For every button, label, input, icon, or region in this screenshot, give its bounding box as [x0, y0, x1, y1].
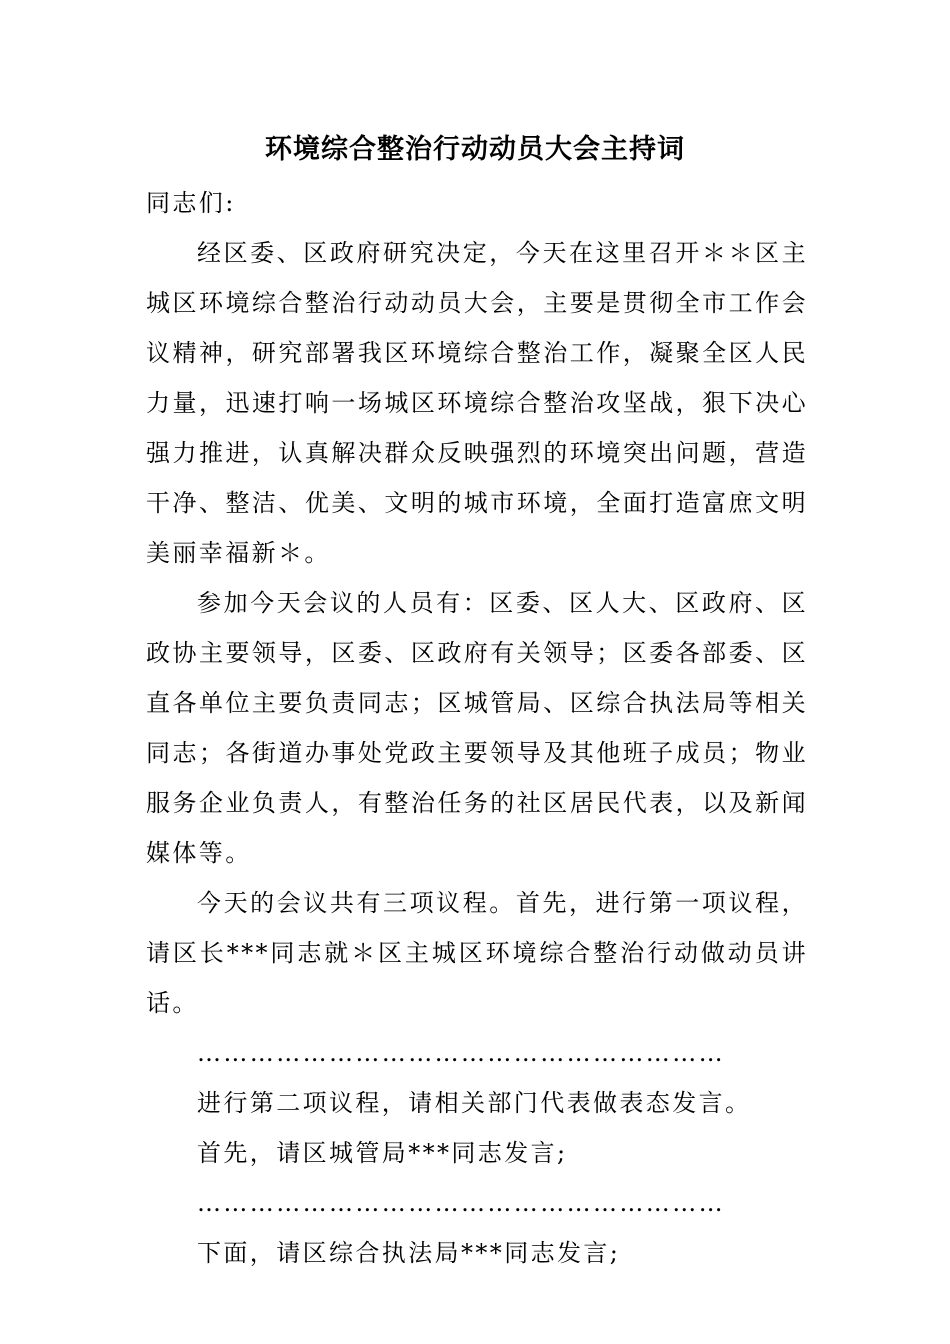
- paragraph-agenda-2: 进行第二项议程，请相关部门代表做表态发言。: [197, 1089, 752, 1117]
- paragraph-agenda-1: 今天的会议共有三项议程。首先，进行第一项议程，请区长***同志就＊区主城区环境综合整治行动做动员讲话。: [146, 889, 808, 1017]
- paragraph-speaker-2: 下面，请区综合执法局***同志发言;: [197, 1239, 621, 1267]
- paragraph-speaker-1: 首先，请区城管局***同志发言;: [197, 1139, 568, 1167]
- document-title: 环境综合整治行动动员大会主持词: [265, 134, 685, 165]
- paragraph-opening: 经区委、区政府研究决定，今天在这里召开＊＊区主城区环境综合整治行动动员大会，主要是贯彻全市工作会议精神，研究部署我区环境综合整治工作，凝聚全区人民力量，迅速打响一场城区环境综合整治攻坚战，狠下决心强力推进，认真解决群众反映强烈的环境突出问题，营造干净、整洁、优美、文明的城市环境，全面打造富庶文明美丽幸福新＊。: [146, 239, 808, 567]
- salutation: 同志们:: [146, 189, 236, 217]
- ellipsis-line: ……………………………………………………: [197, 1039, 725, 1067]
- paragraph-attendees: 参加今天会议的人员有：区委、区人大、区政府、区政协主要领导，区委、区政府有关领导；区委各部委、区直各单位主要负责同志；区城管局、区综合执法局等相关同志；各街道办事处党政主要领导及其他班子成员；物业服务企业负责人，有整治任务的社区居民代表，以及新闻媒体等。: [146, 589, 808, 867]
- ellipsis-line: ……………………………………………………: [197, 1189, 725, 1217]
- document-body: [146, 178, 808, 1278]
